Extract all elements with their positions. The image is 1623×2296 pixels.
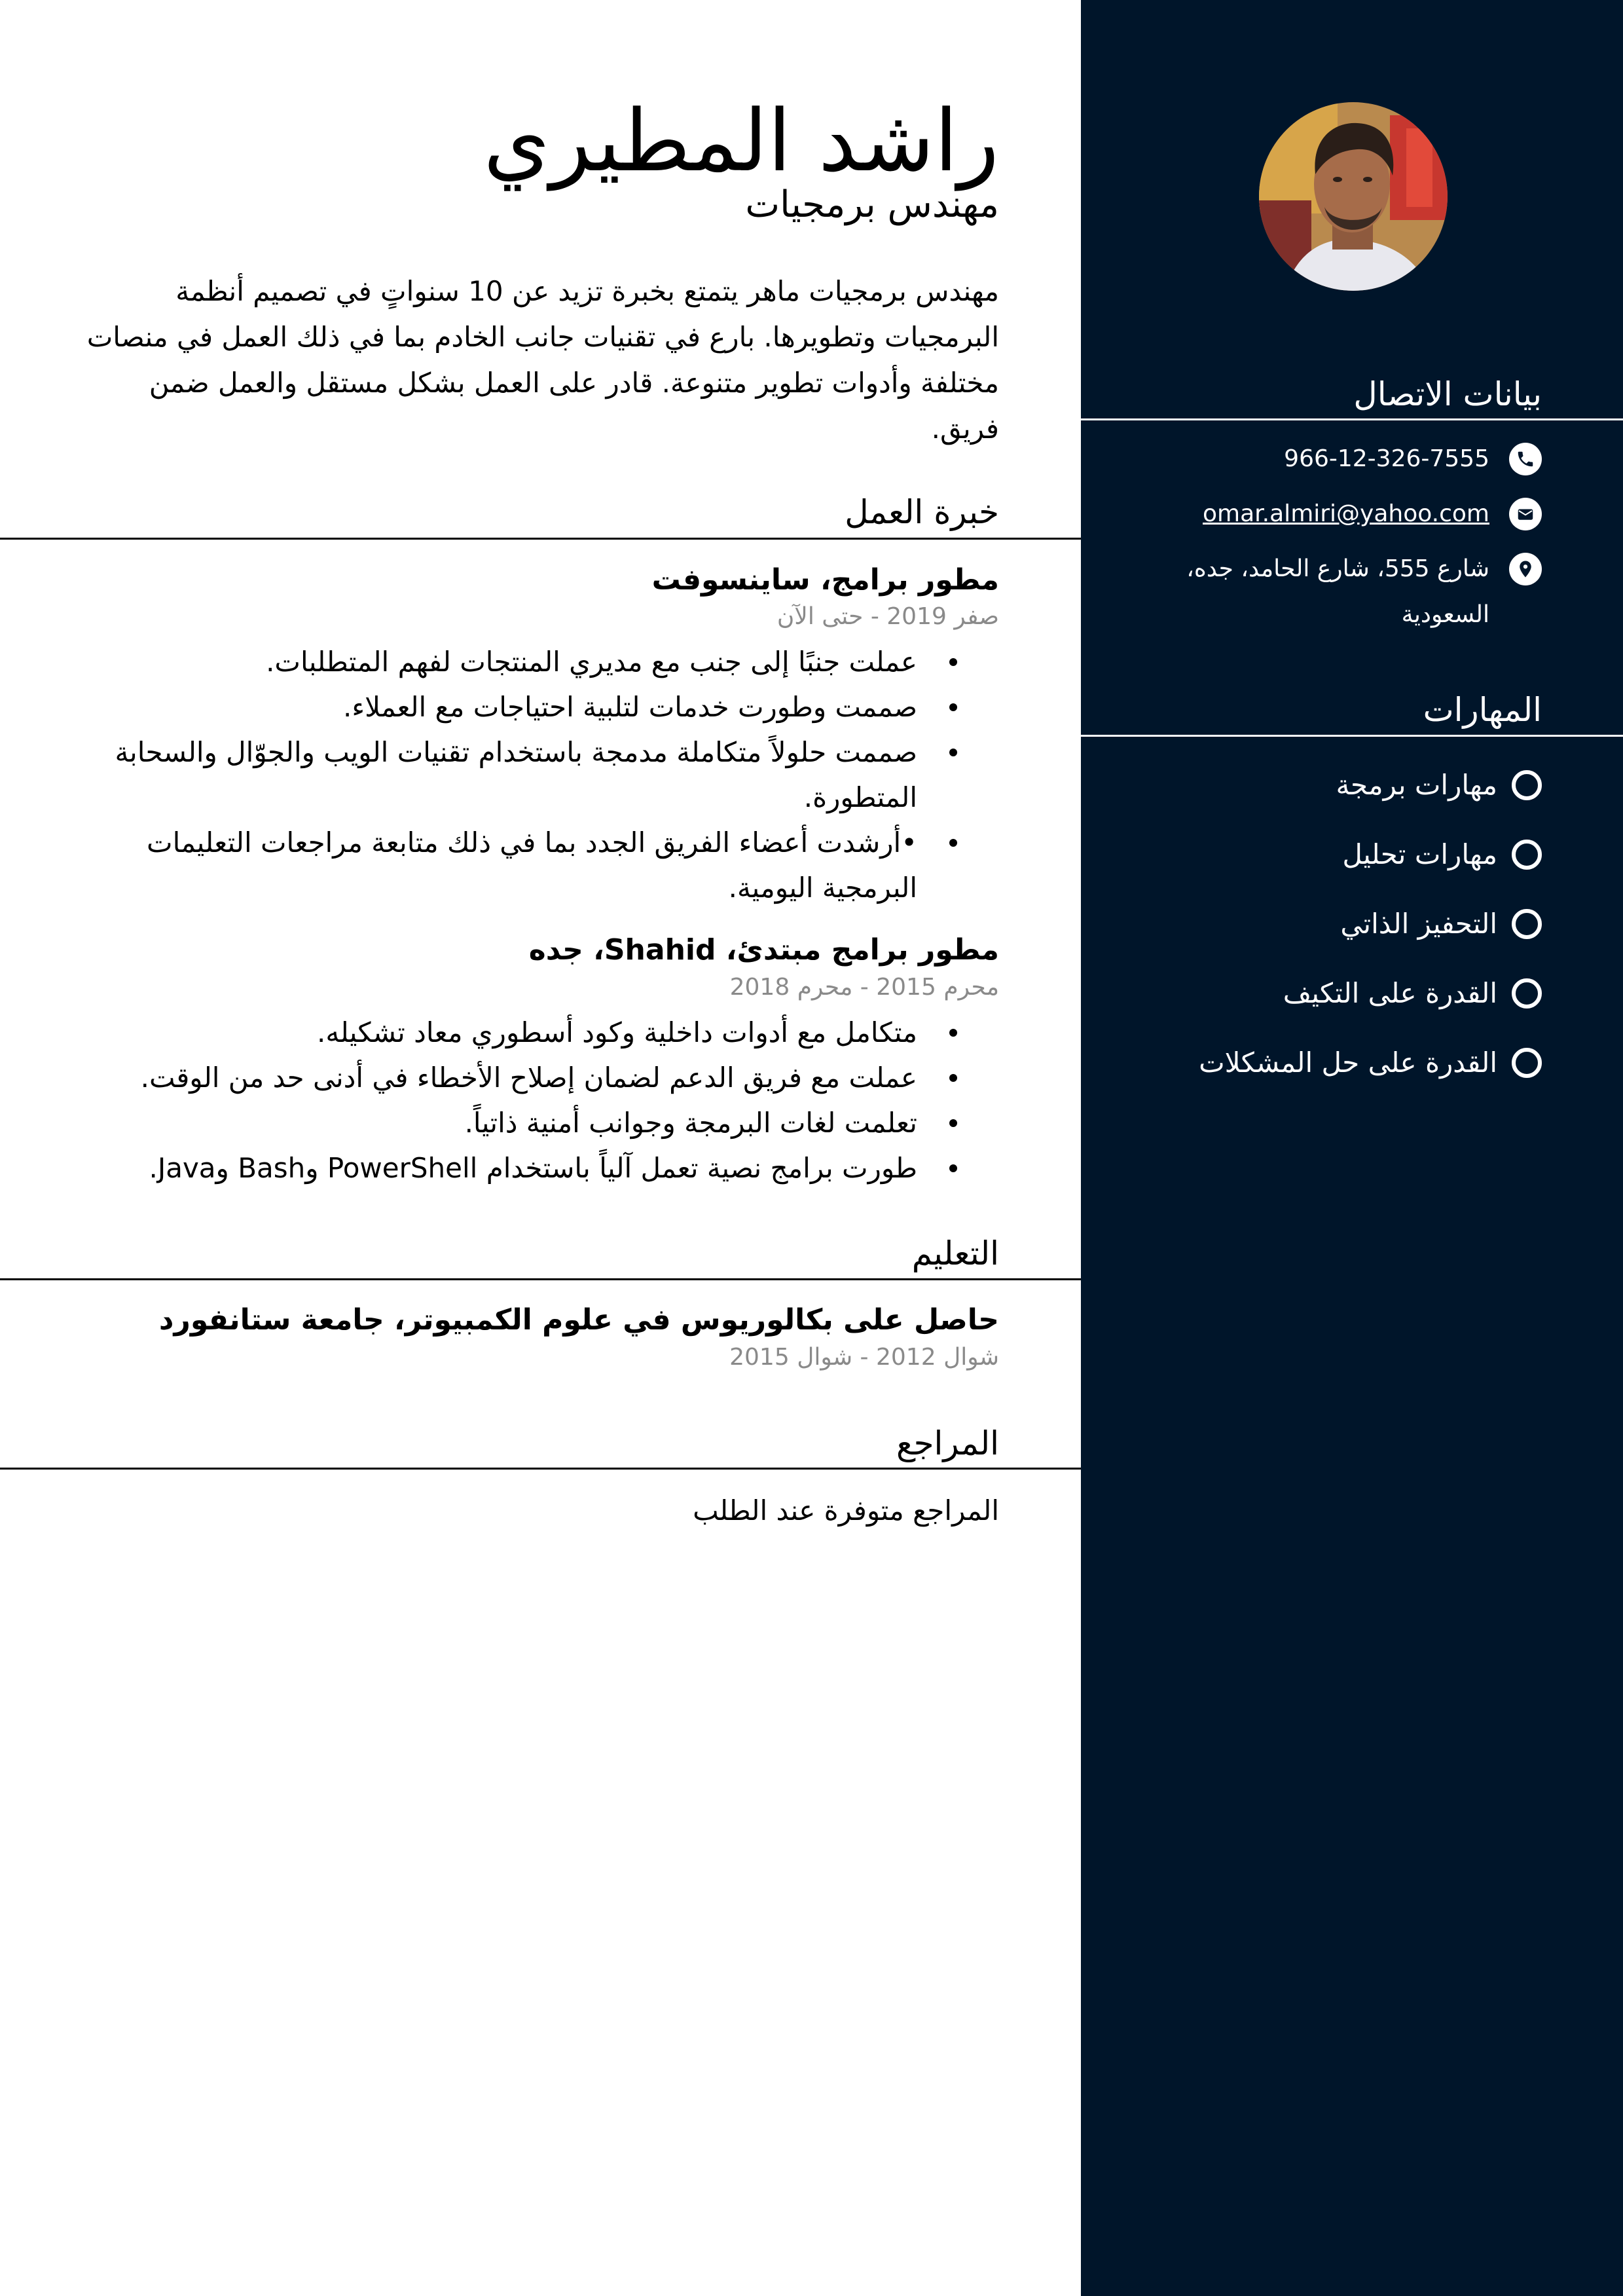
education-divider <box>0 1278 1081 1280</box>
job-dates: محرم 2015 - محرم 2018 <box>729 974 999 1001</box>
skill-label: مهارات تحليل <box>1342 838 1497 870</box>
profile-summary: مهندس برمجيات ماهر يتمتع بخبرة تزيد عن 10 سنواتٍ في تصميم أنظمة البرمجيات وتطويرها. بارع في تقنيات جانب الخادم بما في ذلك العمل في منصات مختلفة وأدوات تطوير متنوعة. قادر على العمل بشكل مستقل والعمل ضمن فريق. <box>86 275 999 445</box>
contact-divider <box>1081 418 1623 420</box>
job-bullet: تعلمت لغات البرمجة وجوانب أمنية ذاتياً. <box>82 1100 999 1145</box>
references-text: المراجع متوفرة عند الطلب <box>693 1494 999 1527</box>
contact-phone-row <box>1123 443 1542 482</box>
email-icon <box>1509 498 1542 530</box>
job-title: مطور برامج، ساينسوفت <box>651 563 999 597</box>
location-icon <box>1509 553 1542 585</box>
email-icon-glyph <box>1516 504 1535 524</box>
avatar <box>1259 102 1448 291</box>
contact-email-link[interactable]: omar.almiri@yahoo.com <box>1203 500 1489 527</box>
education-heading: التعليم <box>911 1234 999 1272</box>
sidebar <box>1081 0 1623 2296</box>
skill-circle-icon <box>1512 909 1542 939</box>
skill-item <box>1123 908 1542 940</box>
contact-phone: 966-12-326-7555 <box>1284 445 1489 472</box>
job-bullet: صممت حلولاً متكاملة مدمجة باستخدام تقنيات الويب والجوّال والسحابة المتطورة. <box>82 730 999 820</box>
job-bullet: متكامل مع أدوات داخلية وكود أسطوري معاد تشكيله. <box>82 1010 999 1055</box>
candidate-title: مهندس برمجيات <box>745 183 999 226</box>
job-title: مطور برامج مبتدئ، Shahid، جده <box>528 933 999 967</box>
skill-label: القدرة على التكيف <box>1283 977 1497 1009</box>
candidate-name: راشد المطيري <box>483 91 999 191</box>
references-heading: المراجع <box>896 1424 999 1462</box>
job-dates: صفر 2019 - حتى الآن <box>776 603 999 630</box>
skill-item <box>1123 977 1542 1010</box>
job-bullet: عملت جنبًا إلى جنب مع مديري المنتجات لفهم المتطلبات. <box>82 639 999 684</box>
avatar-photo <box>1259 102 1448 291</box>
degree-title: حاصل على بكالوريوس في علوم الكمبيوتر، جامعة ستانفورد <box>158 1303 999 1337</box>
experience-divider <box>0 538 1081 540</box>
contact-email-row <box>1123 498 1542 537</box>
skill-label: القدرة على حل المشكلات <box>1199 1046 1497 1079</box>
references-divider <box>0 1468 1081 1470</box>
location-icon-glyph <box>1516 559 1535 579</box>
job-bullet: •أرشدت أعضاء الفريق الجدد بما في ذلك متابعة مراجعات التعليمات البرمجية اليومية. <box>82 820 999 910</box>
experience-heading: خبرة العمل <box>845 493 999 531</box>
job-bullet: عملت مع فريق الدعم لضمان إصلاح الأخطاء في أدنى حد من الوقت. <box>82 1055 999 1100</box>
contact-address: شارع 555، شارع الحامد، جده، السعودية <box>1186 555 1489 628</box>
contact-heading: بيانات الاتصال <box>1353 375 1542 413</box>
job-bullets <box>82 1010 999 1191</box>
skill-circle-icon <box>1512 1048 1542 1078</box>
skill-label: مهارات برمجة <box>1336 769 1497 801</box>
skills-divider <box>1081 735 1623 737</box>
skill-label: التحفيز الذاتي <box>1340 908 1497 940</box>
skill-circle-icon <box>1512 840 1542 870</box>
job-bullets <box>82 639 999 910</box>
skill-item <box>1123 1046 1542 1079</box>
phone-icon-glyph <box>1516 449 1535 469</box>
job-bullet: طورت برامج نصية تعمل آلياً باستخدام PowerShell وBash وJava. <box>82 1145 999 1191</box>
degree-dates: شوال 2012 - شوال 2015 <box>729 1344 999 1371</box>
skill-circle-icon <box>1512 978 1542 1009</box>
phone-icon <box>1509 443 1542 475</box>
skill-item <box>1123 838 1542 871</box>
contact-address-row <box>1123 553 1542 638</box>
skill-circle-icon <box>1512 770 1542 800</box>
job-bullet: صممت وطورت خدمات لتلبية احتياجات مع العملاء. <box>82 684 999 730</box>
skills-heading: المهارات <box>1423 691 1542 729</box>
skill-item <box>1123 769 1542 802</box>
